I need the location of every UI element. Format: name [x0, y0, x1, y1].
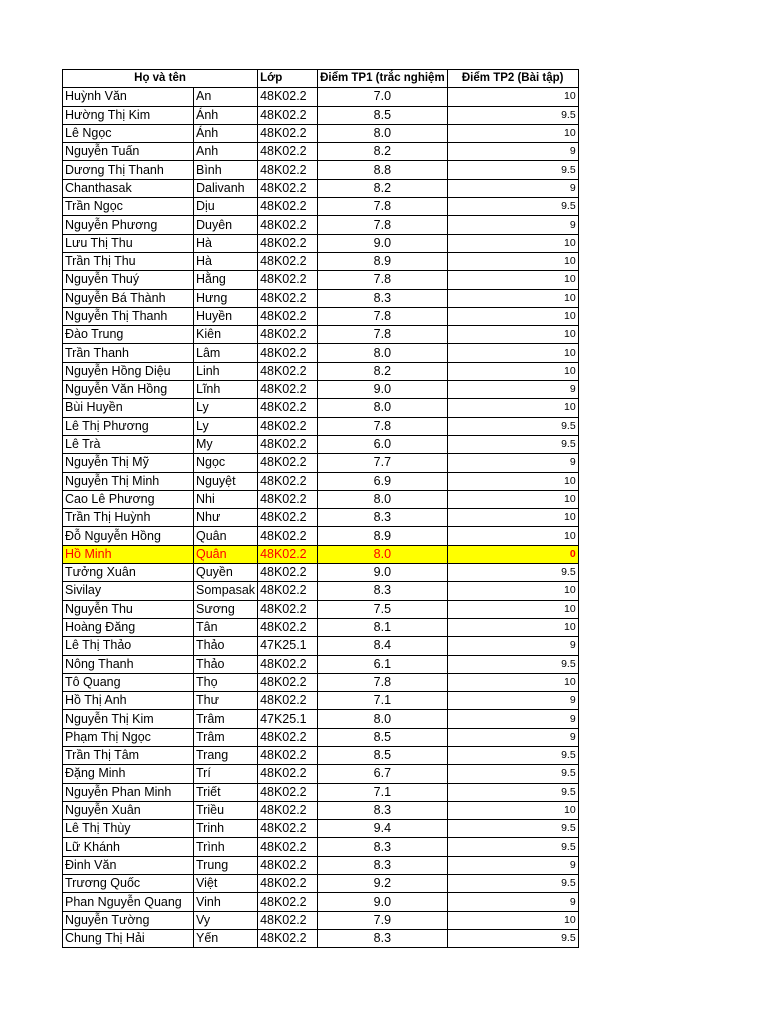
table-row [63, 582, 579, 600]
cell-tp2-score[interactable]: 9.5 [447, 435, 578, 453]
table-row [63, 655, 579, 673]
cell-tp2-score[interactable]: 10 [447, 124, 578, 142]
cell-class[interactable]: 48K02.2 [258, 509, 318, 527]
cell-tp1-score[interactable]: 7.8 [318, 417, 448, 435]
cell-given-name[interactable]: Thư [194, 692, 258, 710]
cell-given-name[interactable]: Trâm [194, 728, 258, 746]
cell-given-name[interactable]: Yến [194, 929, 258, 947]
table-row [63, 801, 579, 819]
table-row [63, 234, 579, 252]
header-row [63, 70, 579, 88]
cell-tp1-score[interactable]: 8.5 [318, 728, 448, 746]
table-row [63, 820, 579, 838]
cell-surname[interactable]: Lưu Thị Thu [63, 234, 194, 252]
cell-surname[interactable]: Hồ Thị Anh [63, 692, 194, 710]
cell-tp1-score[interactable]: 8.3 [318, 838, 448, 856]
cell-tp1-score[interactable]: 9.0 [318, 893, 448, 911]
cell-given-name[interactable]: Sompasak [194, 582, 258, 600]
header-class[interactable]: Lớp [258, 70, 318, 88]
cell-tp2-score[interactable]: 9.5 [447, 765, 578, 783]
cell-class[interactable]: 48K02.2 [258, 673, 318, 691]
cell-class[interactable]: 48K02.2 [258, 161, 318, 179]
cell-surname[interactable]: Trần Thị Tâm [63, 746, 194, 764]
cell-tp1-score[interactable]: 7.0 [318, 88, 448, 106]
cell-tp1-score[interactable]: 7.8 [318, 198, 448, 216]
table-row [63, 399, 579, 417]
cell-tp2-score[interactable]: 10 [447, 362, 578, 380]
table-row [63, 490, 579, 508]
table-row [63, 143, 579, 161]
cell-tp1-score[interactable]: 9.0 [318, 564, 448, 582]
cell-tp2-score[interactable]: 10 [447, 307, 578, 325]
cell-surname[interactable]: Nguyễn Thu [63, 600, 194, 618]
cell-tp2-score[interactable]: 10 [447, 600, 578, 618]
cell-tp1-score[interactable]: 8.0 [318, 344, 448, 362]
cell-class[interactable]: 48K02.2 [258, 198, 318, 216]
cell-given-name[interactable]: Linh [194, 362, 258, 380]
cell-tp2-score[interactable]: 10 [447, 911, 578, 929]
table-row [63, 271, 579, 289]
cell-class[interactable]: 48K02.2 [258, 399, 318, 417]
cell-tp2-score[interactable]: 10 [447, 252, 578, 270]
cell-surname[interactable]: Tưởng Xuân [63, 564, 194, 582]
cell-given-name[interactable]: Trung [194, 856, 258, 874]
cell-class[interactable]: 48K02.2 [258, 143, 318, 161]
table-row [63, 527, 579, 545]
cell-surname[interactable]: Nguyễn Bá Thành [63, 289, 194, 307]
table-row [63, 106, 579, 124]
cell-tp2-score[interactable]: 10 [447, 88, 578, 106]
table-row [63, 216, 579, 234]
cell-class[interactable]: 48K02.2 [258, 582, 318, 600]
cell-tp1-score[interactable]: 7.1 [318, 692, 448, 710]
cell-surname[interactable]: Nguyễn Tuấn [63, 143, 194, 161]
cell-class[interactable]: 48K02.2 [258, 856, 318, 874]
cell-given-name[interactable]: Thọ [194, 673, 258, 691]
table-row [63, 198, 579, 216]
cell-class[interactable]: 48K02.2 [258, 435, 318, 453]
table-row [63, 564, 579, 582]
cell-tp1-score[interactable]: 9.4 [318, 820, 448, 838]
cell-tp1-score[interactable]: 8.3 [318, 856, 448, 874]
cell-surname[interactable]: Đặng Minh [63, 765, 194, 783]
cell-class[interactable]: 48K02.2 [258, 252, 318, 270]
table-row [63, 381, 579, 399]
cell-class[interactable]: 48K02.2 [258, 600, 318, 618]
cell-tp1-score[interactable]: 8.3 [318, 509, 448, 527]
cell-surname[interactable]: Nguyễn Tường [63, 911, 194, 929]
table-row [63, 307, 579, 325]
cell-surname[interactable]: Nông Thanh [63, 655, 194, 673]
table-row [63, 618, 579, 636]
table-row [63, 472, 579, 490]
cell-given-name[interactable]: Triết [194, 783, 258, 801]
table-row [63, 289, 579, 307]
table-row [63, 783, 579, 801]
table-row [63, 509, 579, 527]
cell-given-name[interactable]: Việt [194, 875, 258, 893]
cell-given-name[interactable]: Ly [194, 399, 258, 417]
cell-tp2-score[interactable]: 9 [447, 143, 578, 161]
cell-given-name[interactable]: Kiên [194, 326, 258, 344]
cell-given-name[interactable]: Ngọc [194, 454, 258, 472]
cell-tp1-score[interactable]: 8.8 [318, 161, 448, 179]
cell-surname[interactable]: Nguyễn Thuý [63, 271, 194, 289]
cell-class[interactable]: 48K02.2 [258, 454, 318, 472]
cell-surname[interactable]: Nguyễn Hồng Diệu [63, 362, 194, 380]
cell-tp2-score[interactable]: 10 [447, 234, 578, 252]
cell-class[interactable]: 48K02.2 [258, 618, 318, 636]
cell-given-name[interactable]: Quân [194, 527, 258, 545]
cell-given-name[interactable]: Duyên [194, 216, 258, 234]
cell-surname[interactable]: Trần Thị Thu [63, 252, 194, 270]
cell-class[interactable]: 48K02.2 [258, 124, 318, 142]
cell-surname[interactable]: Nguyễn Phương [63, 216, 194, 234]
cell-class[interactable]: 48K02.2 [258, 307, 318, 325]
cell-tp2-score[interactable]: 9 [447, 216, 578, 234]
cell-surname[interactable]: Nguyễn Thị Minh [63, 472, 194, 490]
cell-tp2-score[interactable]: 9.5 [447, 838, 578, 856]
table-row [63, 124, 579, 142]
cell-tp2-score[interactable]: 10 [447, 673, 578, 691]
cell-tp2-score[interactable]: 9.5 [447, 417, 578, 435]
cell-given-name[interactable]: Lĩnh [194, 381, 258, 399]
cell-tp1-score[interactable]: 7.1 [318, 783, 448, 801]
cell-class[interactable]: 48K02.2 [258, 234, 318, 252]
cell-surname[interactable]: Chanthasak [63, 179, 194, 197]
header-tp2[interactable]: Điểm TP2 (Bài tập) [447, 70, 578, 88]
cell-tp2-score[interactable]: 9 [447, 728, 578, 746]
cell-surname[interactable]: Trương Quốc [63, 875, 194, 893]
cell-surname[interactable]: Nguyễn Thị Mỹ [63, 454, 194, 472]
cell-tp1-score[interactable]: 8.3 [318, 801, 448, 819]
cell-surname[interactable]: Phạm Thị Ngọc [63, 728, 194, 746]
table-row [63, 929, 579, 947]
cell-given-name[interactable]: Dịu [194, 198, 258, 216]
cell-given-name[interactable]: Quân [194, 545, 258, 563]
cell-tp1-score[interactable]: 8.0 [318, 399, 448, 417]
cell-class[interactable]: 48K02.2 [258, 911, 318, 929]
cell-class[interactable]: 48K02.2 [258, 875, 318, 893]
cell-given-name[interactable]: Hằng [194, 271, 258, 289]
cell-tp1-score[interactable]: 8.0 [318, 545, 448, 563]
cell-given-name[interactable]: Triều [194, 801, 258, 819]
cell-surname[interactable]: Cao Lê Phương [63, 490, 194, 508]
cell-tp2-score[interactable]: 9 [447, 381, 578, 399]
table-row [63, 692, 579, 710]
cell-given-name[interactable]: My [194, 435, 258, 453]
cell-tp2-score[interactable]: 10 [447, 582, 578, 600]
cell-tp1-score[interactable]: 8.2 [318, 362, 448, 380]
cell-tp1-score[interactable]: 6.0 [318, 435, 448, 453]
cell-class[interactable]: 48K02.2 [258, 893, 318, 911]
cell-tp2-score[interactable]: 9.5 [447, 564, 578, 582]
cell-tp1-score[interactable]: 6.9 [318, 472, 448, 490]
cell-surname[interactable]: Lê Thị Thùy [63, 820, 194, 838]
cell-surname[interactable]: Huỳnh Văn [63, 88, 194, 106]
cell-tp1-score[interactable]: 9.0 [318, 381, 448, 399]
table-body [63, 88, 579, 948]
table-row [63, 435, 579, 453]
cell-surname[interactable]: Trần Thị Huỳnh [63, 509, 194, 527]
cell-tp2-score[interactable]: 9.5 [447, 161, 578, 179]
cell-tp1-score[interactable]: 8.4 [318, 637, 448, 655]
cell-tp2-score[interactable]: 9.5 [447, 783, 578, 801]
cell-given-name[interactable]: Hà [194, 252, 258, 270]
cell-tp2-score[interactable]: 10 [447, 618, 578, 636]
cell-surname[interactable]: Lữ Khánh [63, 838, 194, 856]
cell-tp1-score[interactable]: 7.5 [318, 600, 448, 618]
cell-class[interactable]: 48K02.2 [258, 746, 318, 764]
cell-tp1-score[interactable]: 7.8 [318, 216, 448, 234]
cell-class[interactable]: 48K02.2 [258, 801, 318, 819]
cell-given-name[interactable]: Ly [194, 417, 258, 435]
cell-surname[interactable]: Hường Thị Kim [63, 106, 194, 124]
cell-given-name[interactable]: Ánh [194, 124, 258, 142]
cell-class[interactable]: 48K02.2 [258, 88, 318, 106]
cell-given-name[interactable]: Trí [194, 765, 258, 783]
cell-class[interactable]: 48K02.2 [258, 271, 318, 289]
table-row [63, 838, 579, 856]
cell-class[interactable]: 48K02.2 [258, 820, 318, 838]
cell-given-name[interactable]: Nhi [194, 490, 258, 508]
cell-given-name[interactable]: Trình [194, 838, 258, 856]
cell-tp1-score[interactable]: 7.7 [318, 454, 448, 472]
table-row [63, 765, 579, 783]
cell-surname[interactable]: Lê Trà [63, 435, 194, 453]
cell-class[interactable]: 48K02.2 [258, 216, 318, 234]
cell-tp1-score[interactable]: 8.9 [318, 527, 448, 545]
cell-class[interactable]: 48K02.2 [258, 417, 318, 435]
cell-surname[interactable]: Trần Ngọc [63, 198, 194, 216]
cell-tp1-score[interactable]: 6.1 [318, 655, 448, 673]
cell-tp1-score[interactable]: 8.3 [318, 929, 448, 947]
cell-tp2-score[interactable]: 10 [447, 344, 578, 362]
cell-tp2-score[interactable]: 10 [447, 472, 578, 490]
cell-class[interactable]: 48K02.2 [258, 655, 318, 673]
cell-class[interactable]: 48K02.2 [258, 344, 318, 362]
cell-surname[interactable]: Chung Thị Hải [63, 929, 194, 947]
cell-class[interactable]: 48K02.2 [258, 289, 318, 307]
table-row [63, 545, 579, 563]
cell-tp1-score[interactable]: 7.8 [318, 326, 448, 344]
cell-tp1-score[interactable]: 9.0 [318, 234, 448, 252]
cell-tp2-score[interactable]: 9.5 [447, 655, 578, 673]
cell-given-name[interactable]: Thảo [194, 655, 258, 673]
cell-tp1-score[interactable]: 8.3 [318, 289, 448, 307]
table-row [63, 728, 579, 746]
cell-surname[interactable]: Phan Nguyễn Quang [63, 893, 194, 911]
cell-tp2-score[interactable]: 9 [447, 856, 578, 874]
cell-given-name[interactable]: Trinh [194, 820, 258, 838]
cell-tp1-score[interactable]: 9.2 [318, 875, 448, 893]
cell-tp1-score[interactable]: 8.9 [318, 252, 448, 270]
cell-tp2-score[interactable]: 10 [447, 801, 578, 819]
cell-class[interactable]: 48K02.2 [258, 381, 318, 399]
cell-tp1-score[interactable]: 8.3 [318, 582, 448, 600]
cell-surname[interactable]: Đinh Văn [63, 856, 194, 874]
cell-given-name[interactable]: Sương [194, 600, 258, 618]
table-row [63, 161, 579, 179]
cell-tp1-score[interactable]: 8.0 [318, 490, 448, 508]
cell-class[interactable]: 48K02.2 [258, 783, 318, 801]
table-row [63, 344, 579, 362]
table-row [63, 252, 579, 270]
cell-surname[interactable]: Lê Ngọc [63, 124, 194, 142]
cell-surname[interactable]: Tô Quang [63, 673, 194, 691]
cell-tp1-score[interactable]: 7.9 [318, 911, 448, 929]
cell-tp1-score[interactable]: 8.2 [318, 143, 448, 161]
table-row [63, 875, 579, 893]
grades-table [62, 69, 579, 948]
cell-class[interactable]: 48K02.2 [258, 527, 318, 545]
cell-class[interactable]: 48K02.2 [258, 362, 318, 380]
cell-tp1-score[interactable]: 7.8 [318, 673, 448, 691]
cell-tp2-score[interactable]: 10 [447, 527, 578, 545]
table-row [63, 673, 579, 691]
cell-given-name[interactable]: Trang [194, 746, 258, 764]
cell-tp1-score[interactable]: 7.8 [318, 271, 448, 289]
cell-given-name[interactable]: Hưng [194, 289, 258, 307]
table-row [63, 454, 579, 472]
cell-surname[interactable]: Nguyễn Văn Hồng [63, 381, 194, 399]
cell-given-name[interactable]: Dalivanh [194, 179, 258, 197]
header-name[interactable]: Họ và tên [63, 70, 258, 88]
cell-tp2-score[interactable]: 9.5 [447, 929, 578, 947]
cell-given-name[interactable]: Quyền [194, 564, 258, 582]
cell-given-name[interactable]: Huyền [194, 307, 258, 325]
cell-given-name[interactable]: Tân [194, 618, 258, 636]
cell-given-name[interactable]: An [194, 88, 258, 106]
cell-class[interactable]: 48K02.2 [258, 929, 318, 947]
cell-class[interactable]: 48K02.2 [258, 564, 318, 582]
cell-surname[interactable]: Hoàng Đăng [63, 618, 194, 636]
cell-tp2-score[interactable]: 9.5 [447, 820, 578, 838]
cell-given-name[interactable]: Anh [194, 143, 258, 161]
cell-class[interactable]: 48K02.2 [258, 728, 318, 746]
cell-given-name[interactable]: Nguyệt [194, 472, 258, 490]
cell-given-name[interactable]: Vinh [194, 893, 258, 911]
cell-tp1-score[interactable]: 8.5 [318, 746, 448, 764]
cell-tp2-score[interactable]: 9 [447, 637, 578, 655]
table-row [63, 417, 579, 435]
cell-surname[interactable]: Đỗ Nguyễn Hồng [63, 527, 194, 545]
table-row [63, 893, 579, 911]
cell-tp1-score[interactable]: 8.1 [318, 618, 448, 636]
cell-given-name[interactable]: Lâm [194, 344, 258, 362]
table-row [63, 179, 579, 197]
cell-tp1-score[interactable]: 6.7 [318, 765, 448, 783]
cell-tp2-score[interactable]: 9 [447, 710, 578, 728]
cell-surname[interactable]: Bùi Huyền [63, 399, 194, 417]
cell-class[interactable]: 48K02.2 [258, 326, 318, 344]
cell-tp2-score[interactable]: 10 [447, 490, 578, 508]
cell-class[interactable]: 48K02.2 [258, 490, 318, 508]
cell-tp1-score[interactable]: 7.8 [318, 307, 448, 325]
cell-class[interactable]: 47K25.1 [258, 637, 318, 655]
table-row [63, 856, 579, 874]
cell-surname[interactable]: Nguyễn Phan Minh [63, 783, 194, 801]
cell-class[interactable]: 48K02.2 [258, 106, 318, 124]
cell-tp2-score[interactable]: 9 [447, 692, 578, 710]
cell-class[interactable]: 48K02.2 [258, 545, 318, 563]
cell-given-name[interactable]: Hà [194, 234, 258, 252]
table-row [63, 637, 579, 655]
cell-surname[interactable]: Nguyễn Thị Kim [63, 710, 194, 728]
cell-tp2-score[interactable]: 9 [447, 893, 578, 911]
cell-tp2-score[interactable]: 10 [447, 509, 578, 527]
cell-surname[interactable]: Lê Thị Thảo [63, 637, 194, 655]
cell-given-name[interactable]: Bình [194, 161, 258, 179]
cell-class[interactable]: 47K25.1 [258, 710, 318, 728]
cell-tp1-score[interactable]: 8.2 [318, 179, 448, 197]
cell-given-name[interactable]: Như [194, 509, 258, 527]
cell-class[interactable]: 48K02.2 [258, 838, 318, 856]
table-row [63, 710, 579, 728]
cell-surname[interactable]: Lê Thị Phương [63, 417, 194, 435]
cell-tp1-score[interactable]: 8.0 [318, 124, 448, 142]
cell-tp2-score[interactable]: 9 [447, 179, 578, 197]
table-row [63, 88, 579, 106]
cell-surname[interactable]: Sivilay [63, 582, 194, 600]
cell-tp2-score[interactable]: 10 [447, 289, 578, 307]
cell-class[interactable]: 48K02.2 [258, 179, 318, 197]
cell-tp2-score[interactable]: 10 [447, 399, 578, 417]
cell-tp2-score[interactable]: 9.5 [447, 875, 578, 893]
cell-given-name[interactable]: Trâm [194, 710, 258, 728]
cell-class[interactable]: 48K02.2 [258, 765, 318, 783]
cell-surname[interactable]: Hồ Minh [63, 545, 194, 563]
cell-tp1-score[interactable]: 8.0 [318, 710, 448, 728]
cell-tp2-score[interactable]: 9.5 [447, 106, 578, 124]
cell-surname[interactable]: Dương Thị Thanh [63, 161, 194, 179]
cell-given-name[interactable]: Thảo [194, 637, 258, 655]
cell-class[interactable]: 48K02.2 [258, 472, 318, 490]
cell-surname[interactable]: Trần Thanh [63, 344, 194, 362]
cell-surname[interactable]: Nguyễn Thị Thanh [63, 307, 194, 325]
cell-surname[interactable]: Đào Trung [63, 326, 194, 344]
table-row [63, 911, 579, 929]
cell-tp2-score[interactable]: 10 [447, 271, 578, 289]
table-row [63, 362, 579, 380]
table-row [63, 326, 579, 344]
cell-tp2-score[interactable]: 9.5 [447, 198, 578, 216]
cell-tp2-score[interactable]: 9.5 [447, 746, 578, 764]
cell-tp2-score[interactable]: 10 [447, 326, 578, 344]
cell-surname[interactable]: Nguyễn Xuân [63, 801, 194, 819]
cell-tp2-score[interactable]: 0 [447, 545, 578, 563]
cell-given-name[interactable]: Vy [194, 911, 258, 929]
table-row [63, 600, 579, 618]
header-tp1[interactable]: Điểm TP1 (trắc nghiệm [318, 70, 448, 88]
cell-tp1-score[interactable]: 8.5 [318, 106, 448, 124]
table-row [63, 746, 579, 764]
cell-tp2-score[interactable]: 9 [447, 454, 578, 472]
cell-given-name[interactable]: Ánh [194, 106, 258, 124]
cell-class[interactable]: 48K02.2 [258, 692, 318, 710]
